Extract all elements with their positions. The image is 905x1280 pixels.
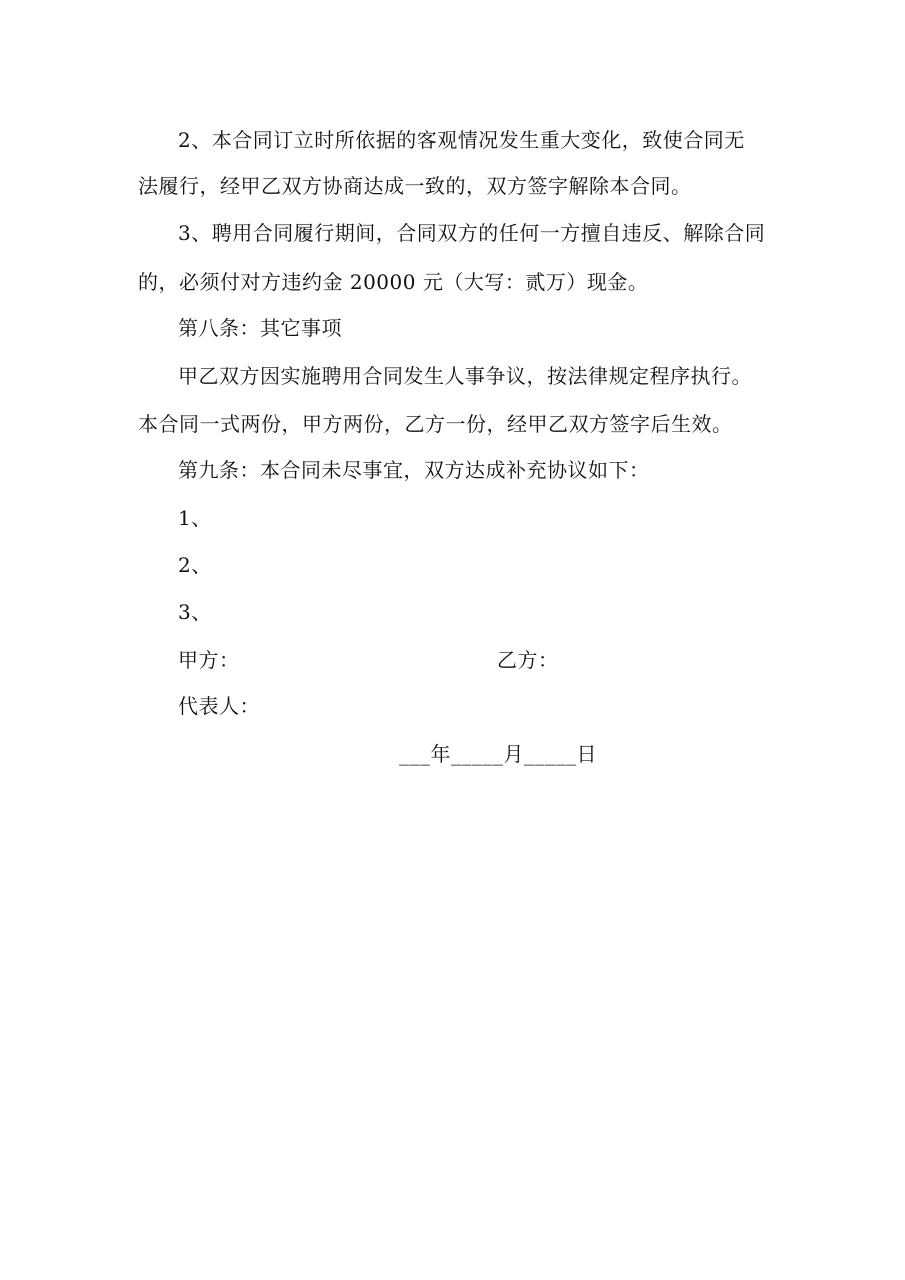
supplement-item-1: 1、 (178, 506, 212, 530)
article-9-heading: 第九条：本合同未尽事宜，双方达成补充协议如下： (178, 458, 650, 482)
supplement-item-3: 3、 (178, 600, 212, 624)
party-b-label: 乙方： (497, 648, 559, 672)
party-a-label: 甲方： (178, 648, 240, 672)
clause-2-line-1: 2、本合同订立时所依据的客观情况发生重大变化，致使合同无 (178, 128, 745, 152)
clause-3-line-1: 3、聘用合同履行期间，合同双方的任何一方擅自违反、解除合同 (178, 221, 766, 245)
clause-3-line-2: 的，必须付对方违约金 20000 元（大写：贰万）现金。 (138, 270, 649, 294)
article-8-line-1: 甲乙双方因实施聘用合同发生人事争议，按法律规定程序执行。 (178, 364, 752, 388)
supplement-item-2: 2、 (178, 553, 212, 577)
date-line: ___年_____月_____日 (399, 742, 597, 766)
representative-label: 代表人： (178, 694, 260, 718)
article-8-heading: 第八条：其它事项 (178, 316, 342, 340)
article-8-line-2: 本合同一式两份，甲方两份，乙方一份，经甲乙双方签字后生效。 (138, 412, 733, 436)
clause-2-line-2: 法履行，经甲乙双方协商达成一致的，双方签字解除本合同。 (138, 174, 692, 198)
